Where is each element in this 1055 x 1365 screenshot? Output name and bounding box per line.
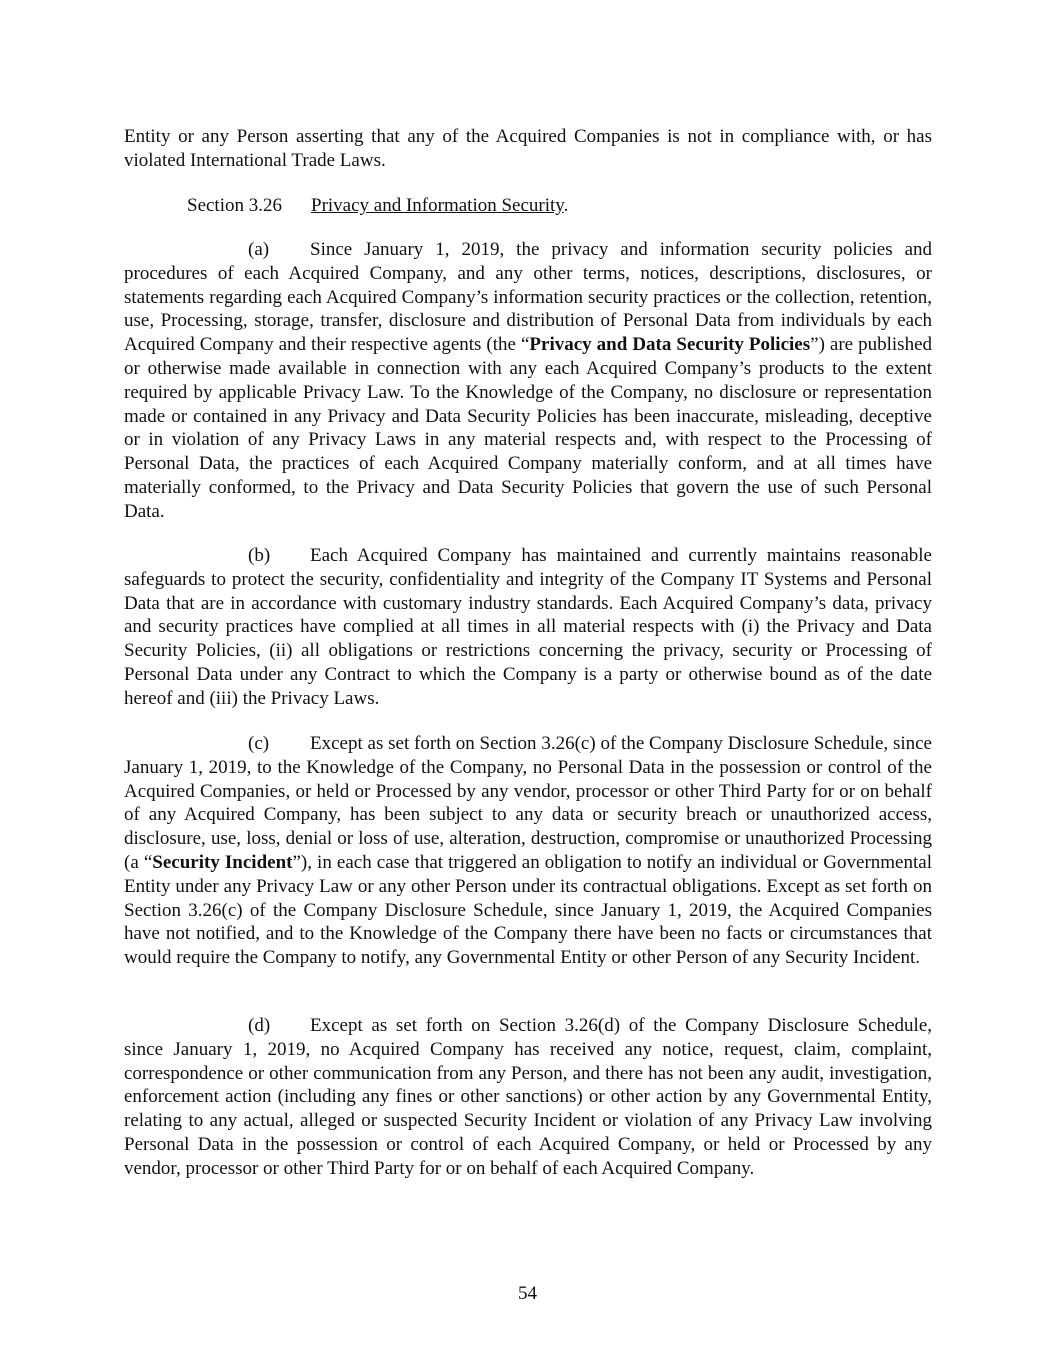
paragraph-b-label: (b): [248, 545, 271, 566]
paragraph-a-text-2: ”) are published or otherwise made available in connection with any each Acquired Company’s products to the extent required by applicable Privacy Law. To the Knowledge of the Company, no disclosure or representation made or contained in any Privacy and Data Security Policies has been inaccurate, misleading, deceptive or in violation of any Privacy Laws in any material respects and, with respect to the Processing of Personal Data, the practices of each Acquired Company materially conform, and at all times have materially conformed, to the Privacy and Data Security Policies that govern the use of such Personal Data.: [124, 334, 932, 522]
section-title: Privacy and Information Security: [311, 195, 564, 216]
section-heading: [187, 194, 568, 218]
paragraph-a-label: (a): [248, 239, 270, 260]
paragraph-c-text-1: Except as set forth on Section 3.26(c) of the Company Disclosure Schedule, since January 1, 2019, to the Knowledge of the Company, no Personal Data in the possession or control of the Acquired Companies, or held or Processed by any vendor, processor or other Third Party for or on behalf of any Acquired Company, has been subject to any data or security breach or unauthorized access, disclosure, use, loss, denial or loss of use, alteration, destruction, compromise or unauthorized Processing (a “: [124, 733, 932, 873]
paragraph-b: [124, 544, 932, 711]
defined-term-privacy-policies: Privacy and Data Security Policies: [529, 334, 811, 356]
paragraph-d-label: (d): [248, 1015, 271, 1036]
paragraph-c: [124, 732, 932, 970]
section-number: Section 3.26: [187, 195, 282, 216]
page-number: 54: [518, 1283, 537, 1304]
paragraph-a-text-1: Since January 1, 2019, the privacy and information security policies and procedures of each Acquired Company, and any other terms, notices, descriptions, disclosures, or statements regarding each Acquired Company’s information security practices or the collection, retention, use, Processing, storage, transfer, disclosure and distribution of Personal Data from individuals by each Acquired Company and their respective agents (the “: [124, 239, 932, 356]
paragraph-b-text: Each Acquired Company has maintained and currently maintains reasonable safeguards to protect the security, confidentiality and integrity of the Company IT Systems and Personal Data that are in accordance with customary industry standards. Each Acquired Company’s data, privacy and security practices have complied at all times in all material respects with (i) the Privacy and Data Security Policies, (ii) all obligations or restrictions concerning the privacy, security or Processing of Personal Data under any Contract to which the Company is a party or otherwise bound as of the date hereof and (iii) the Privacy Laws.: [124, 545, 932, 709]
intro-paragraph: Entity or any Person asserting that any of the Acquired Companies is not in compliance with, or has violated International Trade Laws.: [124, 126, 932, 171]
defined-term-security-incident: Security Incident: [152, 851, 293, 873]
paragraph-c-label: (c): [248, 733, 270, 754]
paragraph-d: [124, 1014, 932, 1181]
paragraph-d-text: Except as set forth on Section 3.26(d) of the Company Disclosure Schedule, since January 1, 2019, no Acquired Company has received any notice, request, claim, complaint, correspondence or other communication from any Person, and there has not been any audit, investigation, enforcement action (including any fines or other sanctions) or other action by any Governmental Entity, relating to any actual, alleged or suspected Security Incident or violation of any Privacy Law involving Personal Data in the possession or control of each Acquired Company, or held or Processed by any vendor, processor or other Third Party for or on behalf of each Acquired Company.: [124, 1015, 932, 1179]
paragraph-a: [124, 238, 932, 524]
paragraph-c-text-2: ”), in each case that triggered an obligation to notify an individual or Governmental Entity under any Privacy Law or any other Person under its contractual obligations. Except as set forth on Section 3.26(c) of the Company Disclosure Schedule, since January 1, 2019, the Acquired Companies have not notified, and to the Knowledge of the Company there have been no facts or circumstances that would require the Company to notify, any Governmental Entity or other Person of any Security Incident.: [124, 851, 932, 969]
section-title-period: .: [563, 195, 569, 216]
